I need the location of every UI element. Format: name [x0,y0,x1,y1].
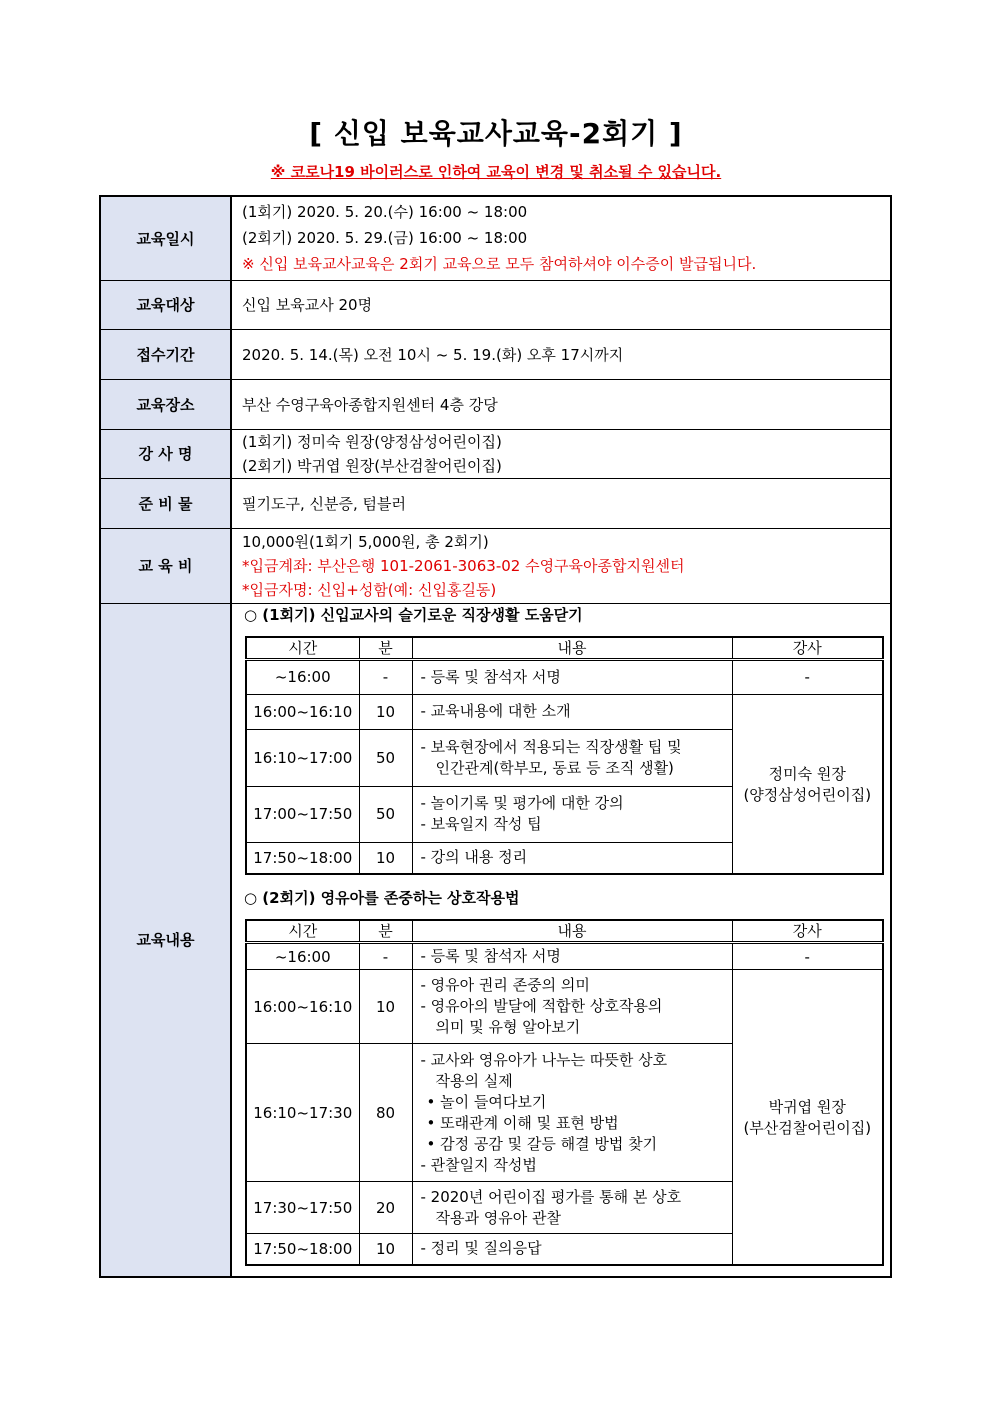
label-target: 교육대상 [100,280,231,329]
cell-min: 10 [359,970,412,1044]
value-content [231,603,891,1277]
lecturer-session2: (2회기) 박귀엽 원장(부산검찰어린이집) [242,456,502,475]
row-lecturer [100,429,891,478]
lecturer-org: (부산검찰어린이집) [743,1118,872,1137]
fee-account: *입금계좌: 부산은행 101-2061-3063-02 수영구육아종합지원센터 [242,556,685,575]
content-line: 작용의 실제 [435,1071,513,1090]
cell-content [412,842,732,874]
value-place: 부산 수영구육아종합지원센터 4층 강당 [231,379,891,429]
header-content: 내용 [412,920,732,943]
content-line: - 보육일지 작성 팁 [420,815,542,833]
label-content: 교육내용 [100,603,231,1277]
session1-header-row [246,637,883,660]
row-date [100,196,891,280]
session2-header-row [246,920,883,943]
date-session1: (1회기) 2020. 5. 20.(수) 16:00 ~ 18:00 [242,203,528,222]
value-target: 신입 보육교사 20명 [231,280,891,329]
cell-time: 16:10~17:30 [246,1044,359,1182]
cell-min: - [359,659,412,694]
value-fee [231,528,891,603]
table-row [246,694,883,729]
lecturer-name: 정미숙 원장 [768,764,846,783]
content-line: 작용과 영유아 관찰 [435,1208,561,1227]
label-lecturer: 강 사 명 [100,429,231,478]
cell-content [412,694,732,729]
content-line: - 정리 및 질의응답 [420,1239,542,1258]
cell-content [412,943,732,970]
header-lecturer: 강사 [732,637,883,660]
cell-content [412,659,732,694]
label-date: 교육일시 [100,196,231,280]
label-prep: 준 비 물 [100,478,231,528]
header-content: 내용 [412,637,732,660]
fee-amount: 10,000원(1회기 5,000원, 총 2회기) [242,532,489,551]
row-prep [100,478,891,528]
session1-heading: ○ (1회기) 신입교사의 슬기로운 직장생활 도움닫기 [244,605,583,624]
cell-time: ~16:00 [246,659,359,694]
table-row [246,943,883,970]
label-fee: 교 육 비 [100,528,231,603]
row-period [100,329,891,379]
row-content [100,603,891,1277]
cell-min: 20 [359,1182,412,1234]
cell-min: 50 [359,729,412,786]
lecturer-name: 박귀엽 원장 [768,1097,846,1116]
cell-content [412,1182,732,1234]
table-row [246,970,883,1044]
cell-content [412,1044,732,1182]
content-line: 인간관계(학부모, 동료 등 조직 생활) [435,758,674,777]
content-line: • 또래관계 이해 및 표현 방법 [426,1113,619,1132]
content-line: - 교육내용에 대한 소개 [420,702,571,720]
content-line: - 보육현장에서 적용되는 직장생활 팁 및 [420,737,682,756]
label-place: 교육장소 [100,379,231,429]
header-min: 분 [359,920,412,943]
row-place [100,379,891,429]
info-table [99,195,892,1278]
cell-min: 80 [359,1044,412,1182]
content-line: • 놀이 들여다보기 [426,1092,547,1111]
header-time: 시간 [246,637,359,660]
session2-heading: ○ (2회기) 영유아를 존중하는 상호작용법 [244,889,520,907]
content-line: - 영유아 권리 존중의 의미 [420,976,590,994]
value-prep: 필기도구, 신분증, 텀블러 [231,478,891,528]
session1-table [245,636,884,876]
header-time: 시간 [246,920,359,943]
cell-content [412,729,732,786]
cell-min: - [359,943,412,970]
cell-time: 16:00~16:10 [246,970,359,1044]
cell-min: 10 [359,1234,412,1265]
content-line: - 등록 및 참석자 서명 [420,947,561,965]
cell-time: 17:50~18:00 [246,1234,359,1265]
cell-content [412,970,732,1044]
cell-min: 10 [359,694,412,729]
session2-table [245,919,884,1266]
content-line: 의미 및 유형 알아보기 [435,1018,581,1036]
covid-notice: ※ 코로나19 바이러스로 인하여 교육이 변경 및 취소될 수 있습니다. [270,163,722,181]
header-min: 분 [359,637,412,660]
cell-lecturer-merged [732,694,883,874]
row-fee [100,528,891,603]
content-line: - 교사와 영유아가 나누는 따뜻한 상호 [420,1050,668,1069]
cell-lecturer: - [732,659,883,694]
label-period: 접수기간 [100,329,231,379]
date-session2: (2회기) 2020. 5. 29.(금) 16:00 ~ 18:00 [242,229,528,248]
page-title: [ 신입 보육교사교육-2회기 ] [309,117,683,150]
cell-time: 16:10~17:00 [246,729,359,786]
cell-time: 16:00~16:10 [246,694,359,729]
lecturer-session1: (1회기) 정미숙 원장(양정삼성어린이집) [242,432,502,451]
content-line: - 영유아의 발달에 적합한 상호작용의 [420,997,663,1015]
cell-time: ~16:00 [246,943,359,970]
cell-time: 17:30~17:50 [246,1182,359,1234]
cell-lecturer-merged [732,970,883,1265]
content-line: • 감정 공감 및 갈등 해결 방법 찾기 [426,1134,658,1153]
content-line: - 관찰일지 작성법 [420,1155,537,1174]
cell-time: 17:00~17:50 [246,786,359,842]
date-note: ※ 신입 보육교사교육은 2회기 교육으로 모두 참여하셔야 이수증이 발급됩니다. [242,255,757,274]
value-lecturer [231,429,891,478]
content-line: - 놀이기록 및 평가에 대한 강의 [420,794,624,812]
cell-content [412,786,732,842]
row-target [100,280,891,329]
content-line: - 2020년 어린이집 평가를 통해 본 상호 [420,1187,682,1206]
cell-content [412,1234,732,1265]
header-lecturer: 강사 [732,920,883,943]
table-row [246,659,883,694]
fee-depositor: *입금자명: 신입+성함(예: 신입홍길동) [242,580,497,599]
value-period: 2020. 5. 14.(목) 오전 10시 ~ 5. 19.(화) 오후 17시까지 [231,329,891,379]
cell-min: 10 [359,842,412,874]
content-line: - 강의 내용 정리 [420,848,528,867]
lecturer-org: (양정삼성어린이집) [743,785,872,804]
content-line: - 등록 및 참석자 서명 [420,667,561,686]
cell-min: 50 [359,786,412,842]
value-date [231,196,891,280]
cell-lecturer: - [732,943,883,970]
cell-time: 17:50~18:00 [246,842,359,874]
